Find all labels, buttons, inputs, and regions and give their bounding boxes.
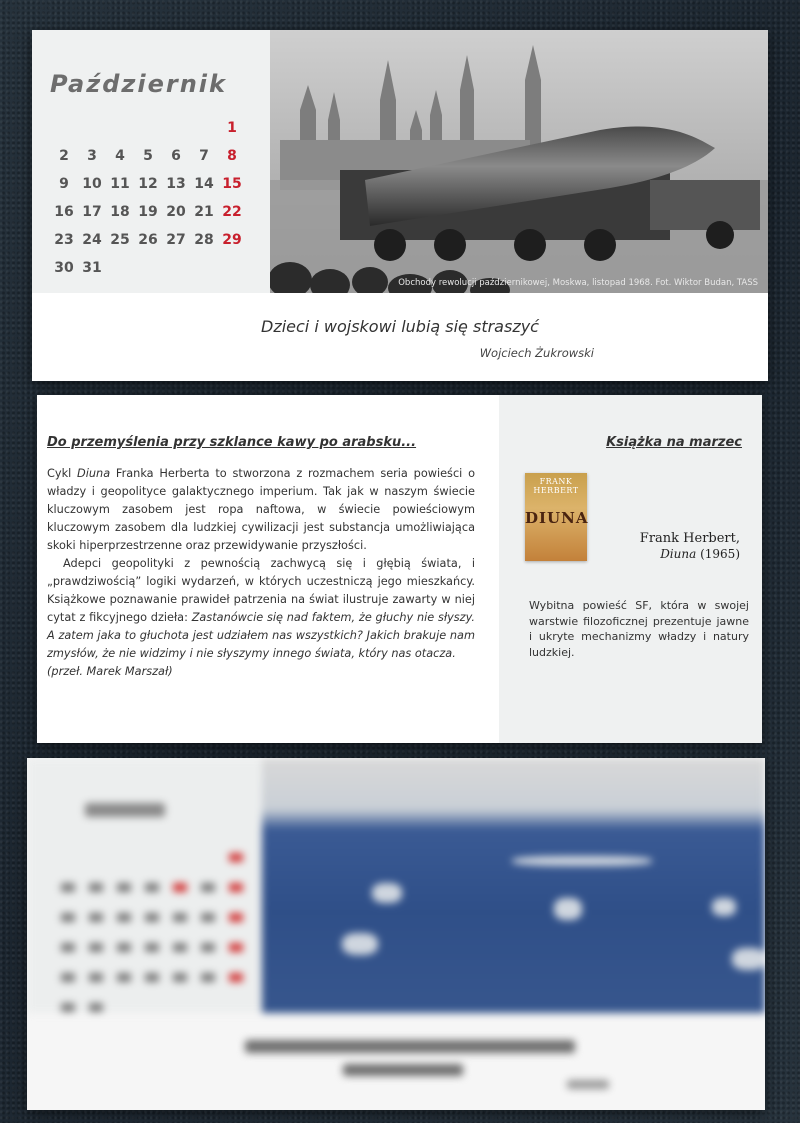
blurred-content xyxy=(27,758,765,1110)
calendar-day: 2 xyxy=(59,148,69,164)
month-title: Październik xyxy=(50,70,227,98)
blurred-calendar xyxy=(27,758,262,1013)
quote-author: Wojciech Żukrowski xyxy=(479,346,594,360)
calendar-day: 31 xyxy=(82,260,102,276)
blurred-day xyxy=(201,943,215,952)
blurred-day xyxy=(145,943,159,952)
paragraph-text: Franka Herberta to stworzona z rozmachem seria powieści o władzy i geopolityce galaktycznego imperium. Tak jak w naszym świecie kluczowym zasobem jest ropa naftowa, w świecie powieściowym kluczowym zasobem dla ludzkiej cywilizacji jest substancja umożliwiająca skoki hiperprzestrzenne oraz przewidywanie przyszłości. xyxy=(47,467,475,552)
blurred-day xyxy=(89,1003,103,1012)
blurred-day xyxy=(117,943,131,952)
calendar-day-sunday: 22 xyxy=(222,204,242,220)
calendar-day xyxy=(106,114,134,142)
calendar-day: 26 xyxy=(138,232,158,248)
calendar-day xyxy=(134,254,162,282)
calendar-day xyxy=(78,114,106,142)
blurred-day xyxy=(229,913,243,922)
calendar-day xyxy=(50,114,78,142)
calendar-day-sunday: 8 xyxy=(227,148,237,164)
paragraph-text: Cykl xyxy=(47,467,78,480)
calendar-day: 3 xyxy=(87,148,97,164)
calendar-day: 11 xyxy=(110,176,130,192)
quote-area xyxy=(32,293,768,381)
ship-shape xyxy=(554,898,582,920)
blurred-day xyxy=(117,973,131,982)
calendar-day xyxy=(190,254,218,282)
blurred-day xyxy=(173,973,187,982)
article-paragraph-1 xyxy=(47,465,475,555)
calendar-day xyxy=(134,114,162,142)
calendar-day: 24 xyxy=(82,232,102,248)
blurred-day xyxy=(229,883,243,892)
blurred-day xyxy=(61,883,75,892)
blurred-day xyxy=(145,883,159,892)
calendar-panel xyxy=(32,30,270,293)
calendar-day: 25 xyxy=(110,232,130,248)
ship-shape xyxy=(372,883,402,903)
calendar-day: 4 xyxy=(115,148,125,164)
calendar-day-sunday xyxy=(218,254,246,282)
blurred-day xyxy=(173,883,187,892)
ship-shape xyxy=(342,933,378,955)
calendar-day: 18 xyxy=(110,204,130,220)
reading-card xyxy=(37,395,762,743)
book-heading: Książka na marzec xyxy=(606,435,742,450)
cover-author: FRANK HERBERT xyxy=(533,477,579,495)
calendar-day xyxy=(162,254,190,282)
blurred-quote-line xyxy=(343,1064,463,1076)
blurred-day xyxy=(61,943,75,952)
article-heading: Do przemyślenia przy szklance kawy po arabsku... xyxy=(47,435,417,450)
photo-caption: Obchody rewolucji październikowej, Moskwa, listopad 1968. Fot. Wiktor Budan, TASS xyxy=(398,278,758,288)
blurred-day xyxy=(229,973,243,982)
ship-shape xyxy=(712,898,736,916)
blurred-day xyxy=(173,913,187,922)
blurred-day xyxy=(201,913,215,922)
blurred-fleet-photo xyxy=(262,758,765,1013)
calendar-day: 21 xyxy=(194,204,214,220)
article-paragraph-2 xyxy=(47,555,475,663)
blurred-day xyxy=(89,883,103,892)
blurred-day xyxy=(201,883,215,892)
calendar-day: 5 xyxy=(143,148,153,164)
calendar-day: 6 xyxy=(171,148,181,164)
book-year: (1965) xyxy=(700,547,740,561)
inline-quotation: Zastanówcie się nad faktem, że głuchy nie słyszy. A zatem jaka to głuchota jest udziałem nas wszystkich? Jakich brakuje nam zmysłów, że nie widzimy i nie słyszymy innego świata, który nas otacza. xyxy=(47,611,475,660)
calendar-day: 16 xyxy=(54,204,74,220)
blurred-day xyxy=(89,943,103,952)
blurred-day xyxy=(117,913,131,922)
blurred-day xyxy=(61,973,75,982)
calendar-day: 17 xyxy=(82,204,102,220)
calendar-day: 28 xyxy=(194,232,214,248)
calendar-day: 10 xyxy=(82,176,102,192)
book-title: Diuna xyxy=(660,547,697,561)
blurred-quote-line xyxy=(245,1040,575,1053)
blurred-day xyxy=(145,913,159,922)
ship-shape xyxy=(732,948,765,970)
parade-photo xyxy=(270,30,768,293)
translator-credit: (przeł. Marek Marszał) xyxy=(47,665,173,678)
missile-parade-image xyxy=(270,30,768,293)
blurred-month-title xyxy=(85,803,165,817)
calendar-day: 9 xyxy=(59,176,69,192)
paragraph-text: Adepci geopolityki z pewnością zachwycą się i głębią świata, i „prawdziwością” logiki wydarzeń, w których uczestniczą jego mieszkańcy. Książkowe poznawanie prawideł patrzenia na świat ilustruje zawarty w niej cytat z fikcyjnego dzieła: xyxy=(47,557,475,624)
calendar-day-sunday: 29 xyxy=(222,232,242,248)
days-grid xyxy=(50,114,250,282)
book-author: Frank Herbert, xyxy=(639,531,740,546)
october-calendar-card xyxy=(32,30,768,381)
blurred-day xyxy=(229,853,243,862)
blurred-day xyxy=(61,913,75,922)
calendar-day-sunday: 1 xyxy=(227,120,237,136)
book-title-line xyxy=(660,547,740,561)
blurred-day xyxy=(117,883,131,892)
cover-title: DIUNA xyxy=(525,509,589,527)
blurred-day xyxy=(229,943,243,952)
calendar-day-sunday: 15 xyxy=(222,176,242,192)
calendar-day xyxy=(106,254,134,282)
calendar-day: 20 xyxy=(166,204,186,220)
calendar-day: 13 xyxy=(166,176,186,192)
calendar-day: 27 xyxy=(166,232,186,248)
blurred-day xyxy=(89,973,103,982)
article-body xyxy=(47,465,475,681)
blurred-day xyxy=(201,973,215,982)
article-column xyxy=(37,395,499,743)
calendar-day: 7 xyxy=(199,148,209,164)
calendar-day: 12 xyxy=(138,176,158,192)
calendar-day xyxy=(162,114,190,142)
calendar-day xyxy=(190,114,218,142)
book-cover-image xyxy=(525,473,587,561)
calendar-day: 23 xyxy=(54,232,74,248)
quote-text: Dzieci i wojskowi lubią się straszyć xyxy=(261,317,539,336)
blurred-author xyxy=(567,1080,609,1089)
blurred-day xyxy=(145,973,159,982)
book-panel xyxy=(499,395,762,743)
book-title-inline: Diuna xyxy=(77,467,111,480)
blurred-next-page xyxy=(27,758,765,1110)
blurred-day xyxy=(89,913,103,922)
blurred-day xyxy=(61,1003,75,1012)
blurred-day xyxy=(173,943,187,952)
calendar-day: 14 xyxy=(194,176,214,192)
book-description: Wybitna powieść SF, która w swojej warstwie filozoficznej prezentuje jawne i ukryte mechanizmy władzy i natury ludzkiej. xyxy=(529,599,749,659)
calendar-day: 19 xyxy=(138,204,158,220)
calendar-day: 30 xyxy=(54,260,74,276)
ship-shape xyxy=(512,856,652,866)
